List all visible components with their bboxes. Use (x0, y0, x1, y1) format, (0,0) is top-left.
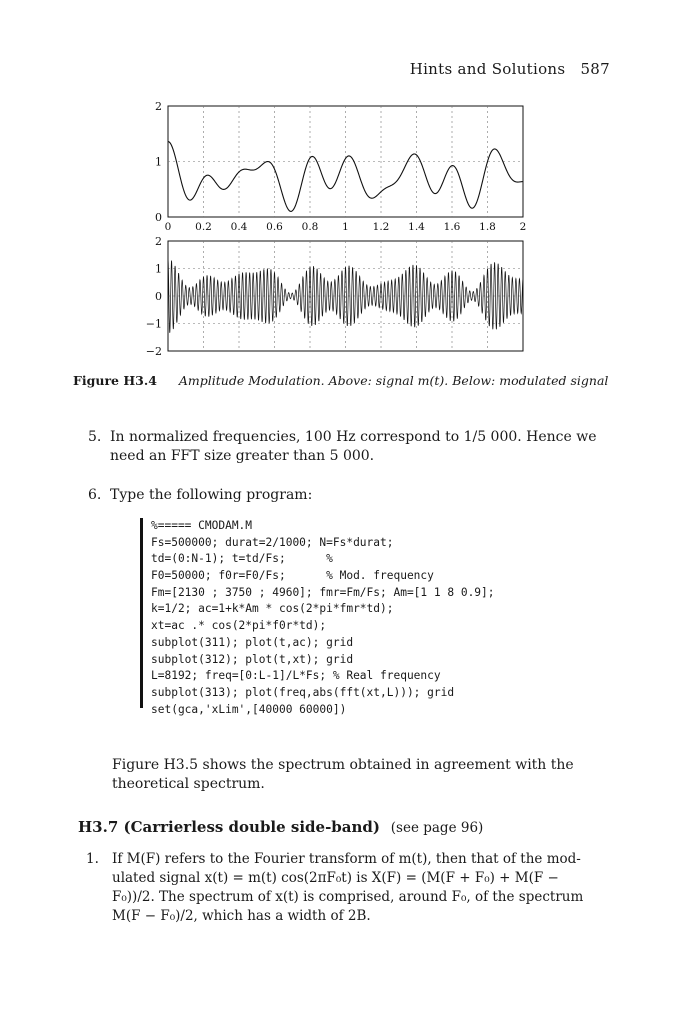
y-tick-label: 1 (155, 155, 162, 169)
item-line: M(F − F₀)/2, which has a width of 2B. (112, 908, 371, 924)
item-number: 1. (86, 851, 99, 867)
running-header (410, 60, 610, 78)
x-tick-label: 0 (164, 221, 172, 233)
y-tick-label: 2 (155, 100, 162, 113)
item-line: If M(F) refers to the Fourier transform of m(t), then that of the mod- (112, 851, 581, 867)
x-tick-label: 1.4 (408, 221, 425, 233)
caption-label: Figure H3.4 (73, 373, 157, 388)
y-tick-label: 2 (155, 235, 162, 248)
y-tick-label: 1 (155, 262, 162, 276)
bottom-plot-y-ticks (146, 235, 162, 358)
list-item-6 (88, 486, 608, 505)
item-number: 6. (88, 487, 102, 503)
code-line: L=8192; freq=[0:L-1]/L*Fs; % Real frequency (151, 669, 441, 683)
paragraph: Figure H3.5 shows the spectrum obtained in agreement with the theoretical spectrum. (112, 757, 574, 792)
code-line: F0=50000; f0r=F0/Fs; % Mod. frequency (151, 569, 434, 583)
y-tick-label: 0 (155, 211, 162, 224)
x-tick-label: 1.6 (443, 221, 461, 233)
x-tick-label: 0.8 (301, 221, 319, 233)
code-line: Fm=[2130 ; 3750 ; 4960]; fmr=Fm/Fs; Am=[1 1 8 0.9]; (151, 585, 495, 599)
list-item-5 (88, 428, 608, 466)
code-line: xt=ac .* cos(2*pi*f0r*td); (151, 619, 327, 633)
x-tick-label: 1 (342, 221, 349, 233)
y-tick-label: 0 (155, 290, 162, 303)
y-tick-label: −1 (145, 317, 162, 331)
caption-text: Amplitude Modulation. Above: signal m(t). Below: modulated signal (178, 373, 609, 388)
list-item-1 (86, 850, 614, 926)
x-tick-label: 0.4 (230, 221, 248, 233)
code-line: subplot(311); plot(t,ac); grid (151, 635, 354, 649)
top-plot-y-ticks (155, 100, 162, 224)
x-tick-label: 1.8 (479, 221, 496, 233)
item-text: Type the following program: (110, 487, 313, 503)
code-line: subplot(313); plot(freq,abs(fft(xt,L))); grid (151, 685, 455, 699)
item-text: In normalized frequencies, 100 Hz correspond to 1/5 000. Hence we need an FFT size greater than 5 000. (110, 429, 597, 464)
y-tick-label: −2 (145, 345, 162, 358)
code-line: subplot(312); plot(t,xt); grid (151, 652, 354, 666)
x-tick-label: 2 (519, 221, 527, 233)
top-plot-x-ticks (165, 221, 527, 233)
item-text (112, 850, 614, 926)
section-page-ref: (see page 96) (390, 820, 484, 836)
top-plot-grid (168, 106, 523, 217)
code-line: td=(0:N-1); t=td/Fs; % (151, 552, 333, 566)
header-section-title: Hints and Solutions (409, 60, 566, 78)
section-title: H3.7 (Carrierless double side-band) (78, 818, 380, 836)
item-number: 5. (88, 429, 102, 445)
code-listing (140, 518, 551, 716)
item-line: F₀))/2. The spectrum of x(t) is comprised, around F₀, of the spectrum (112, 889, 584, 905)
item-line: ulated signal x(t) = m(t) cos(2πF₀t) is X(F) = (M(F + F₀) + M(F − (112, 870, 559, 886)
page-number: 587 (580, 60, 610, 78)
x-tick-label: 0.2 (195, 221, 212, 233)
x-tick-label: 0.6 (266, 221, 283, 233)
x-tick-label: 1.2 (372, 221, 390, 233)
code-line: %===== CMODAM.M (151, 519, 253, 532)
code-line: set(gca,'xLim',[40000 60000]) (151, 702, 347, 716)
code-line: k=1/2; ac=1+k*Am * cos(2*pi*fmr*td); (151, 602, 394, 616)
section-heading (78, 818, 483, 836)
bottom-plot-grid (168, 241, 523, 351)
figure-h3-4 (140, 98, 540, 360)
code-line: Fs=500000; durat=2/1000; N=Fs*durat; (151, 535, 394, 549)
figure-caption (73, 373, 608, 388)
